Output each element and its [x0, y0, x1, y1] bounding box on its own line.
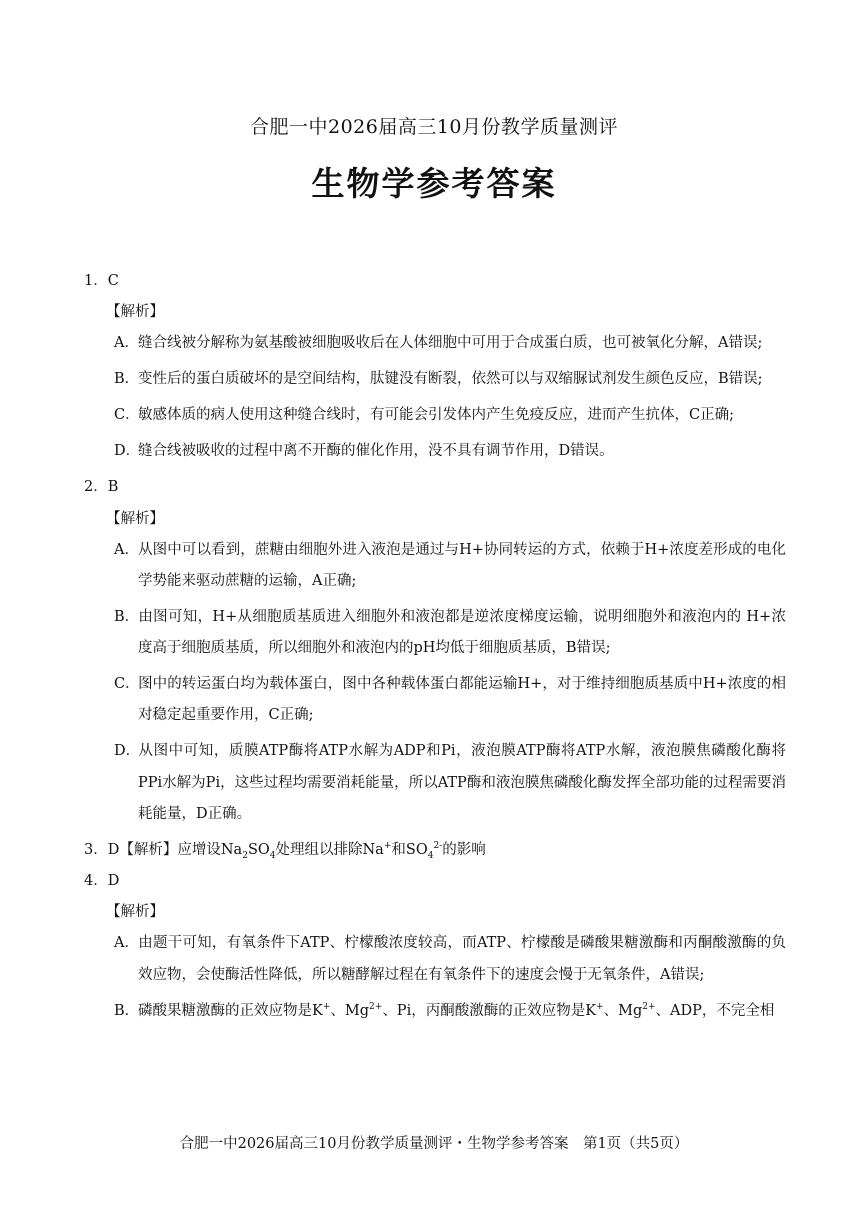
answer-item-3 — [84, 835, 786, 866]
option-text: 磷酸果糖激酶的正效应物是K — [138, 1002, 323, 1019]
page-title: 生物学参考答案 — [311, 164, 557, 203]
option-label: B． — [114, 371, 140, 388]
superscript: 2- — [433, 841, 443, 851]
option-label: C． — [114, 407, 140, 424]
analysis-label: 【解析】 — [106, 904, 164, 921]
answer-number: 3．D — [84, 841, 120, 858]
option-label: A． — [114, 541, 139, 558]
option-text: 缝合线被吸收的过程中离不开酶的催化作用，没不具有调节作用，D错误。 — [138, 443, 614, 460]
answer-number: 1．C — [84, 273, 119, 289]
analysis-text: SO — [247, 841, 270, 858]
option-text: 、Mg — [330, 1002, 370, 1019]
option-text: 、ADP，不完全相 — [655, 1002, 775, 1019]
option-a — [114, 928, 786, 990]
analysis-text: 的影响 — [442, 841, 486, 858]
page-footer: 合肥一中2026届高三10月份教学质量测评・生物学参考答案 第1页（共5页） — [179, 1136, 689, 1152]
option-label: D． — [114, 443, 141, 460]
option-a — [114, 535, 786, 597]
answer-content — [84, 266, 786, 1032]
option-text: 从图中可以看到，蔗糖由细胞外进入液泡是通过与H+协同转运的方式，依赖于H+浓度差形成的电化学势能来驱动蔗糖的运输，A正确; — [138, 541, 786, 590]
option-text: 敏感体质的病人使用这种缝合线时，有可能会引发体内产生免疫反应，进而产生抗体，C正确; — [138, 407, 734, 424]
superscript: + — [383, 841, 392, 851]
answer-item-4 — [84, 866, 786, 1027]
subscript: 4 — [269, 850, 276, 861]
subscript: 4 — [427, 850, 434, 861]
answer-number: 2．B — [84, 479, 119, 496]
analysis-text: 和SO — [391, 841, 428, 858]
analysis-label: 【解析】 — [106, 510, 164, 527]
option-label: A． — [114, 335, 139, 352]
analysis-label: 【解析】 — [106, 304, 164, 321]
option-label: B． — [114, 1002, 140, 1019]
analysis-text: 处理组以排除Na — [275, 841, 384, 858]
option-a — [114, 328, 786, 359]
exam-subtitle: 合肥一中2026届高三10月份教学质量测评 — [249, 116, 619, 138]
option-text: 、Pi，丙酮酸激酶的正效应物是K — [382, 1002, 597, 1019]
analysis-label: 【解析】 — [119, 841, 178, 858]
option-d — [114, 736, 786, 830]
option-text: 、Mg — [603, 1002, 643, 1019]
option-label: A． — [114, 935, 139, 952]
superscript: + — [322, 1001, 331, 1012]
option-b — [114, 364, 786, 395]
option-text: 由题干可知，有氧条件下ATP、柠檬酸浓度较高，而ATP、柠檬酸是磷酸果糖激酶和丙酮酸激酶的负效应物，会使酶活性降低，所以糖酵解过程在有氧条件下的速度会慢于无氧条件，A错误; — [138, 935, 786, 983]
subscript: 2 — [242, 850, 248, 861]
superscript: + — [596, 1001, 604, 1012]
answer-item-2 — [84, 472, 786, 830]
option-d — [114, 436, 786, 467]
analysis-text: 应增设Na — [177, 841, 243, 858]
answer-item-1 — [84, 266, 786, 468]
option-label: C． — [114, 676, 140, 693]
option-c — [114, 669, 786, 731]
option-label: D． — [114, 743, 141, 760]
option-b — [114, 602, 786, 664]
answer-number: 4．D — [84, 873, 120, 890]
option-text: 变性后的蛋白质破坏的是空间结构，肽键没有断裂，依然可以与双缩脲试剂发生颜色反应，B错误; — [138, 371, 763, 388]
option-c — [114, 400, 786, 431]
option-text: 由图可知，H+从细胞质基质进入细胞外和液泡都是逆浓度梯度运输，说明细胞外和液泡内的 H+浓度高于细胞质基质，所以细胞外和液泡内的pH均低于细胞质基质，B错误; — [138, 609, 786, 657]
superscript: 2+ — [642, 1001, 656, 1012]
option-text: 缝合线被分解称为氨基酸被细胞吸收后在人体细胞中可用于合成蛋白质，也可被氧化分解，A错误; — [138, 335, 763, 352]
option-label: B． — [114, 609, 140, 626]
option-text: 图中的转运蛋白均为载体蛋白，图中各种载体蛋白都能运输H+，对于维持细胞质基质中H+浓度的相对稳定起重要作用，C正确; — [138, 676, 786, 724]
option-text: 从图中可知，质膜ATP酶将ATP水解为ADP和Pi，液泡膜ATP酶将ATP水解，液泡膜焦磷酸化酶将PPi水解为Pi，这些过程均需要消耗能量，所以ATP酶和液泡膜焦磷酸化酶发挥全部功能的过程需要消耗能量，D正确。 — [138, 743, 786, 822]
option-b — [114, 996, 786, 1027]
superscript: 2+ — [369, 1001, 383, 1012]
